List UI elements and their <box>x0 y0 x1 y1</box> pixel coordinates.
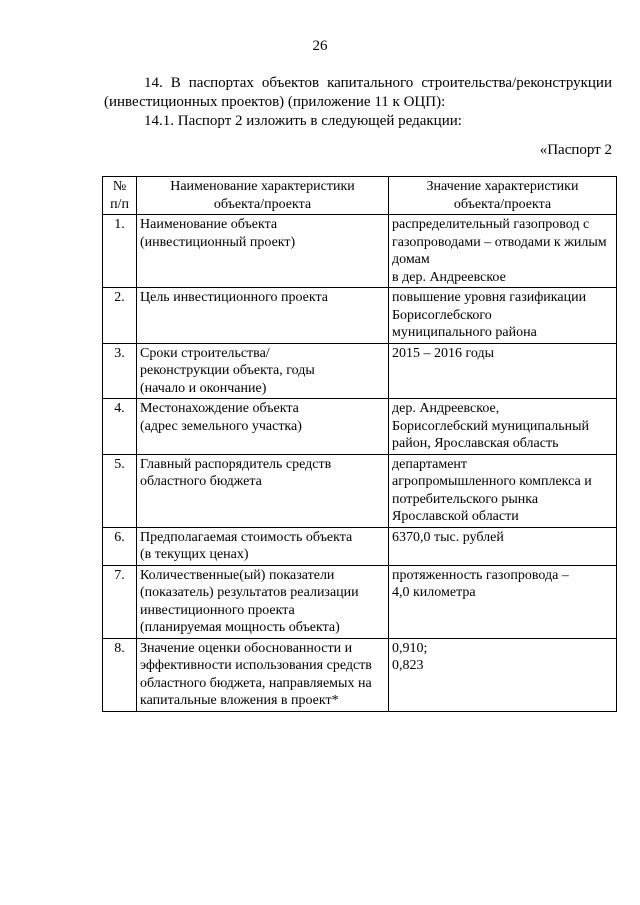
row-name: Цель инвестиционного проекта <box>137 288 389 344</box>
row-num: 7. <box>103 565 137 638</box>
header-num: № п/п <box>103 177 137 215</box>
row-num: 3. <box>103 343 137 399</box>
row-value: 2015 – 2016 годы <box>389 343 617 399</box>
passport-title: «Паспорт 2 <box>539 142 612 158</box>
row-value: дер. Андреевское, Борисоглебский муниципальный район, Ярославская область <box>389 399 617 455</box>
table-row <box>103 638 617 711</box>
row-value: повышение уровня газификации Борисоглебского муниципального района <box>389 288 617 344</box>
row-name: Сроки строительства/ реконструкции объекта, годы (начало и окончание) <box>137 343 389 399</box>
row-num: 1. <box>103 215 137 288</box>
row-name: Наименование объекта (инвестиционный проект) <box>137 215 389 288</box>
row-name: Предполагаемая стоимость объекта (в текущих ценах) <box>137 527 389 565</box>
row-value: 6370,0 тыс. рублей <box>389 527 617 565</box>
table-row <box>103 343 617 399</box>
table-row <box>103 215 617 288</box>
paragraph-item-14-1: 14.1. Паспорт 2 изложить в следующей редакции: <box>144 113 462 129</box>
row-value: департамент агропромышленного комплекса и потребительского рынка Ярославской области <box>389 454 617 527</box>
row-value: протяженность газопровода – 4,0 километра <box>389 565 617 638</box>
table-header-row <box>103 177 617 215</box>
row-num: 8. <box>103 638 137 711</box>
table-row <box>103 527 617 565</box>
table-row <box>103 565 617 638</box>
row-name: Местонахождение объекта (адрес земельного участка) <box>137 399 389 455</box>
table-row <box>103 288 617 344</box>
paragraph-item-14: 14. В паспортах объектов капитального строительства/реконструкции (инвестиционных проектов) (приложение 11 к ОЦП): <box>104 75 612 110</box>
row-name: Значение оценки обоснованности и эффективности использования средств областного бюджета, направляемых на капитальные вложения в проект* <box>137 638 389 711</box>
row-num: 6. <box>103 527 137 565</box>
table-row <box>103 399 617 455</box>
row-num: 5. <box>103 454 137 527</box>
row-value: 0,910; 0,823 <box>389 638 617 711</box>
row-name: Количественные(ый) показатели (показатель) результатов реализации инвестиционного проекта (планируемая мощность объекта) <box>137 565 389 638</box>
row-value: распределительный газопровод с газопроводами – отводами к жилым домам в дер. Андреевское <box>389 215 617 288</box>
passport-table <box>102 176 617 712</box>
header-name: Наименование характеристики объекта/проекта <box>137 177 389 215</box>
row-num: 4. <box>103 399 137 455</box>
row-name: Главный распорядитель средств областного бюджета <box>137 454 389 527</box>
row-num: 2. <box>103 288 137 344</box>
table-row <box>103 454 617 527</box>
header-value: Значение характеристики объекта/проекта <box>389 177 617 215</box>
page-number: 26 <box>312 38 328 54</box>
